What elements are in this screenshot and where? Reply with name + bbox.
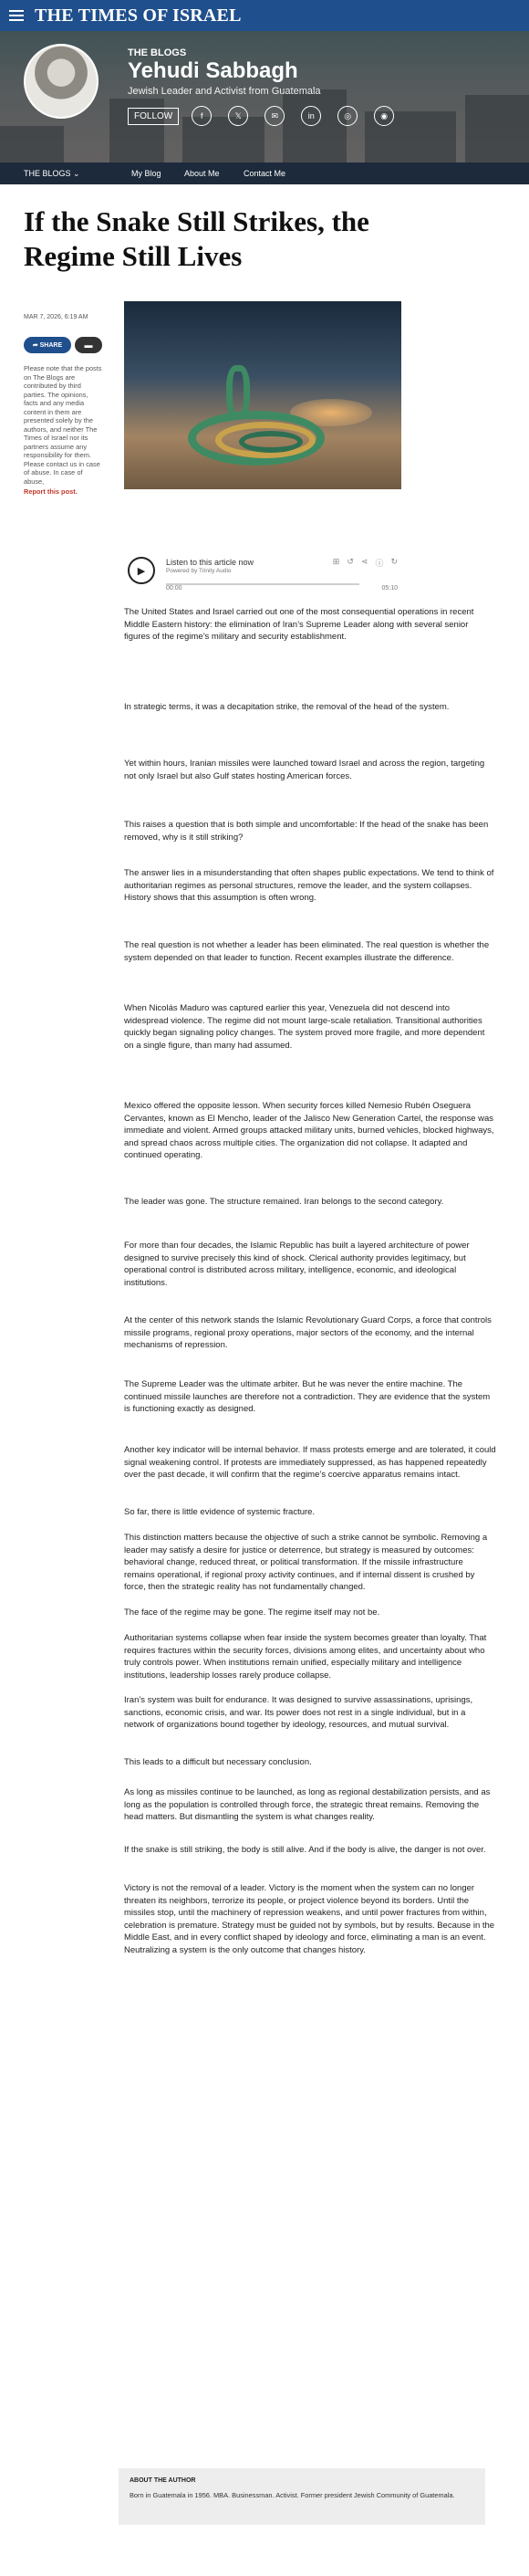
about-author-text: Born in Guatemala in 1956. MBA. Businessman. Activist. Former president Jewish Community of Guatemala. (130, 2491, 455, 2499)
rewind-icon[interactable]: ↺ (347, 557, 354, 566)
forward-icon[interactable]: ↻ (390, 557, 398, 566)
blog-disclaimer: Please note that the posts on The Blogs are contributed by third parties. The opinions, facts and any media content in them are presented solely by the authors, and neither The Times of Israel nor its partners assume any responsibility for them. Please contact us in case of abuse. In case of abuse, (24, 364, 102, 486)
article-paragraph: The United States and Israel carried out one of the most consequential operations in recent Middle Eastern history: the elimination of Iran’s Supreme Leader along with several senior figures of the regime’s military and security establishment. (124, 607, 474, 643)
article-meta (24, 314, 104, 496)
article-paragraph: Yet within hours, Iranian missiles were launched toward Israel and across the region, targeting not only Israel but also Gulf states hosting American forces. (124, 759, 485, 781)
blog-nav (0, 162, 529, 184)
play-icon: ▶ (137, 565, 146, 577)
listen-label: Listen to this article now (166, 558, 254, 567)
article-paragraph: The answer lies in a misunderstanding that often shapes public expectations. We tend to think of authoritarian regimes as personal structures, remove the leader, and the system collapses. History shows that this assumption is often wrong. (124, 868, 494, 904)
author-avatar[interactable] (24, 44, 99, 119)
share-icon: ➦ (32, 342, 40, 349)
audio-player (124, 555, 401, 593)
nav-my-blog[interactable]: My Blog (131, 169, 161, 178)
follow-row (128, 106, 410, 126)
website-icon[interactable]: ◎ (337, 106, 358, 126)
article-paragraph: As long as missiles continue to be launched, as long as regional destabilization persists, and as long as the population is controlled through force, the strategic threat remains. Removing the head matters. But dismantling the system is what changes reality. (124, 1787, 491, 1823)
report-post-link[interactable]: Report this post. (24, 487, 78, 496)
about-author-heading: ABOUT THE AUTHOR (130, 2477, 196, 2484)
share-label: SHARE (39, 341, 63, 349)
menu-icon[interactable] (9, 10, 24, 21)
site-logo[interactable]: THE TIMES OF ISRAEL (35, 5, 242, 26)
play-button[interactable] (128, 557, 155, 584)
facebook-icon[interactable]: f (192, 106, 212, 126)
article-image (124, 301, 401, 489)
linkedin-icon[interactable]: in (301, 106, 321, 126)
article-paragraph: The face of the regime may be gone. The regime itself may not be. (124, 1607, 380, 1618)
audio-current-time: 00:00 (166, 585, 182, 592)
article-paragraph: The real question is not whether a leader has been eliminated. The real question is whether the system depended on that leader to function. Recent examples illustrate the difference. (124, 940, 490, 963)
x-icon[interactable]: 𝕏 (228, 106, 248, 126)
author-banner (0, 31, 529, 162)
comment-icon: ▬ (84, 340, 93, 350)
article-paragraph: This leads to a difficult but necessary conclusion. (124, 1757, 312, 1767)
article-paragraph: Iran’s system was built for endurance. It was designed to survive assassinations, uprisings, sanctions, economic crisis, and war. Its power does not rest in a single individual, but in a network of organizations bound together by ideology, resources, and mutual survival. (124, 1695, 473, 1731)
nav-contact-me[interactable]: Contact Me (244, 169, 286, 178)
author-name[interactable]: Yehudi Sabbagh (128, 58, 298, 83)
article-paragraph: At the center of this network stands the Islamic Revolutionary Guard Corps, a force that controls missile programs, regional proxy operations, major sectors of the economy, and the internal mechanisms of repression. (124, 1315, 492, 1351)
rss-icon[interactable]: ◉ (374, 106, 394, 126)
powered-by: Powered by Trinity Audio (166, 568, 232, 574)
blogs-label: THE BLOGS (128, 47, 187, 58)
article-paragraph: When Nicolás Maduro was captured earlier this year, Venezuela did not descend into widespread violence. The regime did not mount large-scale retaliation. Transitional authorities quickly began signaling policy changes. The system proved more fragile, and more dependent on a single figure, than many had assumed. (124, 1003, 485, 1051)
share-audio-icon[interactable]: ⋖ (360, 557, 368, 566)
article-paragraph: This distinction matters because the objective of such a strike cannot be symbolic. Removing a leader may satisfy a desire for justice or deterrence, but strategy is measured by outcomes: behavioral change, reduced threat, or political transformation. If the missile infrastructure remains operational, if regional proxy activity continues, and if internal dissent is crushed by force, then the strategic reality has not fundamentally changed. (124, 1533, 488, 1593)
article-paragraph: Another key indicator will be internal behavior. If mass protests emerge and are tolerated, it could signal weakening control. If protests are immediately suppressed, as has happened repeatedly over the past decade, it will confirm that the regime’s coercive apparatus remains intact. (124, 1445, 496, 1481)
article-paragraph: The Supreme Leader was the ultimate arbiter. But he was never the entire machine. The continued missile launches are therefore not a contradiction. They are evidence that the system is functioning exactly as designed. (124, 1379, 491, 1415)
speed-icon[interactable]: ⊞ (332, 557, 340, 566)
nav-the-blogs[interactable]: THE BLOGS ⌄ (24, 168, 80, 178)
email-icon[interactable]: ✉ (264, 106, 285, 126)
article-title-line-1: If the Snake Still Strikes, the (24, 205, 369, 237)
article-paragraph: If the snake is still striking, the body is still alive. And if the body is alive, the danger is not over. (124, 1845, 486, 1855)
article-paragraph: In strategic terms, it was a decapitation strike, the removal of the head of the system. (124, 702, 450, 712)
site-header (0, 0, 529, 31)
article-paragraph: So far, there is little evidence of systemic fracture. (124, 1507, 316, 1517)
article-paragraph: Mexico offered the opposite lesson. When security forces killed Nemesio Rubén Oseguera Cervantes, known as El Mencho, leader of the Jalisco New Generation Cartel, the response was immediate and violent. Armed groups attacked military units, burned vehicles, blocked highways, and spread chaos across multiple cities. The organization did not collapse. It adapted and continued operating. (124, 1101, 494, 1161)
author-subtitle: Jewish Leader and Activist from Guatemala (128, 86, 321, 97)
article-paragraph: This raises a question that is both simple and uncomfortable: If the head of the snake has been removed, why is it still striking? (124, 820, 489, 843)
audio-progress-track[interactable] (166, 583, 359, 585)
article-date: MAR 7, 2026, 6:19 AM (24, 314, 88, 320)
article-paragraph: For more than four decades, the Islamic Republic has built a layered architecture of power designed to survive precisely this kind of shock. Clerical authority provides legitimacy, but operational control is distributed across military, intelligence, economic, and ideological institutions. (124, 1241, 470, 1288)
nav-about-me[interactable]: About Me (184, 169, 220, 178)
article-title-line-2: Regime Still Lives (24, 240, 243, 272)
about-author (119, 2468, 485, 2525)
info-icon[interactable]: ⓘ (375, 559, 384, 568)
article-paragraph: Victory is not the removal of a leader. Victory is the moment when the system can no longer threaten its neighbors, terrorize its people, or project violence beyond its borders. Until the missiles stop, until the machinery of repression weakens, and until power fractures from within, celebration is premature. Strategy must be guided not by symbols, but by results. Because in the Middle East, and in every conflict shaped by ideology and force, eliminating a man is an event. Neutralizing a system is the only outcome that changes history. (124, 1883, 495, 1955)
audio-duration: 05:10 (381, 585, 398, 592)
article-paragraph: Authoritarian systems collapse when fear inside the system becomes greater than loyalty. That requires fractures within the security forces, divisions among elites, and uncertainty about who truly controls power. When institutions remain unified, especially military and intelligence institutions, leadership losses rarely produce collapse. (124, 1633, 487, 1681)
follow-button[interactable]: FOLLOW (128, 108, 179, 125)
comment-button[interactable] (75, 337, 102, 353)
article-title (24, 204, 505, 274)
share-button[interactable] (24, 337, 71, 353)
article-paragraph: The leader was gone. The structure remained. Iran belongs to the second category. (124, 1197, 444, 1207)
